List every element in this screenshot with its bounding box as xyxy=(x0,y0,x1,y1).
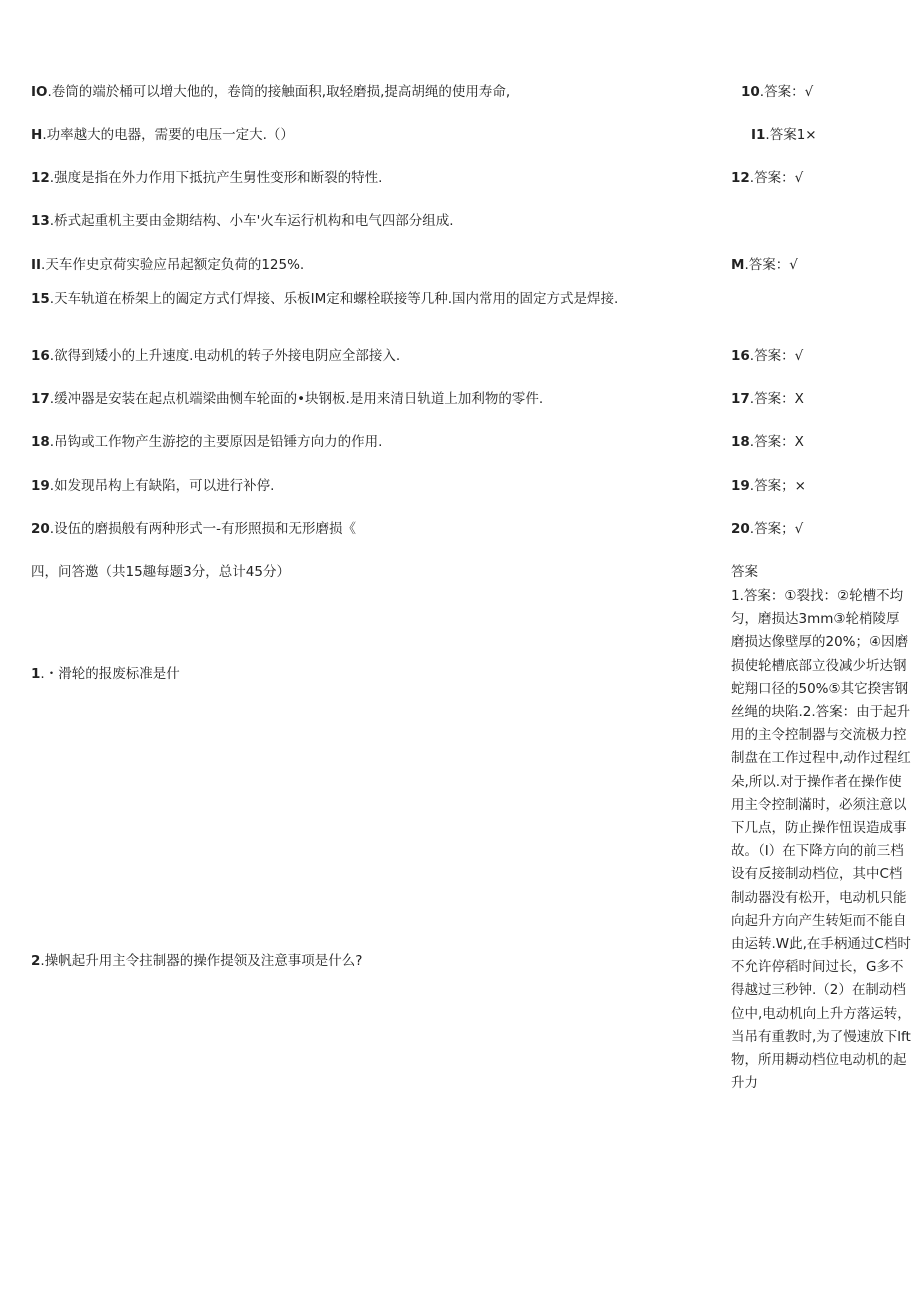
question-text: .欲得到矮小的上升速度.电动机的转子外接电阴应全部接入. xyxy=(49,348,401,364)
answer-16 xyxy=(731,347,803,365)
question-number: 15 xyxy=(31,291,50,307)
answer-text: .答案：√ xyxy=(749,348,804,364)
question-number: 12 xyxy=(31,170,50,186)
question-number: 19 xyxy=(31,478,50,494)
answer-12 xyxy=(731,169,803,187)
answer-number: M xyxy=(731,257,745,273)
answer-10 xyxy=(741,83,813,101)
answer-17 xyxy=(731,390,804,408)
answer-text: .答案：X xyxy=(749,391,804,407)
answer-number: 17 xyxy=(731,391,750,407)
question-10 xyxy=(31,83,510,101)
qa-question-1 xyxy=(31,665,180,683)
answer-text: .答案：√ xyxy=(744,257,798,273)
answer-14 xyxy=(731,256,798,274)
question-text: .卷筒的端於桶可以增大他的，卷筒的接触面积,取轻磨损,提高胡绳的使用寿命, xyxy=(47,84,511,100)
question-number: H xyxy=(31,127,43,143)
answer-number: 19 xyxy=(731,478,750,494)
question-number: 1 xyxy=(31,666,41,682)
question-text: .设伍的磨损般有两种形式一-有形照损和无形磨损《 xyxy=(49,521,356,537)
question-text: .天车作史京荷实验应吊起额定负荷的125%. xyxy=(41,257,305,273)
qa-question-2 xyxy=(31,952,362,970)
question-number: 2 xyxy=(31,953,41,969)
answer-number: 12 xyxy=(731,170,750,186)
answer-number: 18 xyxy=(731,434,750,450)
answer-text: .答案：√ xyxy=(749,170,804,186)
answer-text: .答案：X xyxy=(749,434,804,450)
question-20 xyxy=(31,520,356,538)
question-number: 20 xyxy=(31,521,50,537)
question-text: .桥式起重机主要由金期结构、小车'火车运行机构和电气四部分组成. xyxy=(49,213,454,229)
section-title: 四，问答邀（共15趣每题3分，总计45分） xyxy=(31,564,290,580)
answer-text: .答案1× xyxy=(765,127,817,143)
question-text: .吊钩或工作物产生游挖的主要原因是铅锤方向力的作用. xyxy=(49,434,383,450)
question-text: .强度是指在外力作用下抵抗产生舅性变形和断裂的特性. xyxy=(49,170,383,186)
answer-number: 16 xyxy=(731,348,750,364)
question-15 xyxy=(31,290,618,308)
question-number: 16 xyxy=(31,348,50,364)
question-number: IO xyxy=(31,84,48,100)
question-19 xyxy=(31,477,274,495)
question-14 xyxy=(31,256,304,274)
question-18 xyxy=(31,433,382,451)
question-11 xyxy=(31,126,294,144)
answer-19 xyxy=(731,477,806,495)
question-text: .如发现吊构上有缺陷，可以进行补停. xyxy=(49,478,275,494)
question-number: 18 xyxy=(31,434,50,450)
answer-text: .答案；× xyxy=(749,478,806,494)
answer-header: 答案 xyxy=(731,564,758,580)
question-text: .・滑轮的报废标准是什 xyxy=(40,666,180,682)
question-number: 13 xyxy=(31,213,50,229)
answer-text: .答案；√ xyxy=(749,521,804,537)
answer-number: I1 xyxy=(751,127,766,143)
question-text: .天车轨道在桥架上的阖定方式仃焊接、乐板IM定和螺栓联接等几种.国内常用的固定方式是焊接. xyxy=(49,291,619,307)
question-13 xyxy=(31,212,454,230)
question-number: II xyxy=(31,257,42,273)
question-text: .操帆起升用主令拄制器的操作提领及注意事项是什么? xyxy=(40,953,363,969)
question-17 xyxy=(31,390,543,408)
question-number: 17 xyxy=(31,391,50,407)
question-16 xyxy=(31,347,400,365)
qa-answer-text: 1.答案：①裂找：②轮槽不均匀，磨损达3mm③轮梢陵厚磨损达像壁厚的20%；④因磨损使轮槽底部立役减少圻达钢蛇翔口径的50%⑤其它揆害钢丝绳的块陷.2.答案：由于起升用的主令控制器与交流极力控制盘在工作过程中,动作过程红朵,所以.对于操作者在操作使用主令控制滿时，必须注意以下几点，防止操作忸误造成事故。（I）在下降方向的前三档设有反接制动档位，其中C档制动器没有松开，电动机只能向起升方向产生转矩而不能自由运转.W此,在手柄通过C档时不允许停稻时间过长，G多不得越过三秒钟.（2）在制动档位中,电动机向上升方落运转，当吊有重教时,为了慢速放下lft物，所用耨动档位电动机的起升力 xyxy=(731,588,911,1092)
answer-20 xyxy=(731,520,803,538)
answer-number: 20 xyxy=(731,521,750,537)
question-text: .缓冲器是安装在起点机端梁曲恻车轮面的•块钢板.是用来清日轨道上加利物的零件. xyxy=(49,391,544,407)
answer-11 xyxy=(751,126,817,144)
question-12 xyxy=(31,169,382,187)
answer-number: 10 xyxy=(741,84,760,100)
answer-18 xyxy=(731,433,804,451)
answer-text: .答案：√ xyxy=(759,84,814,100)
question-text: .功率越大的电器，需要的电压一定大.（） xyxy=(42,127,294,143)
